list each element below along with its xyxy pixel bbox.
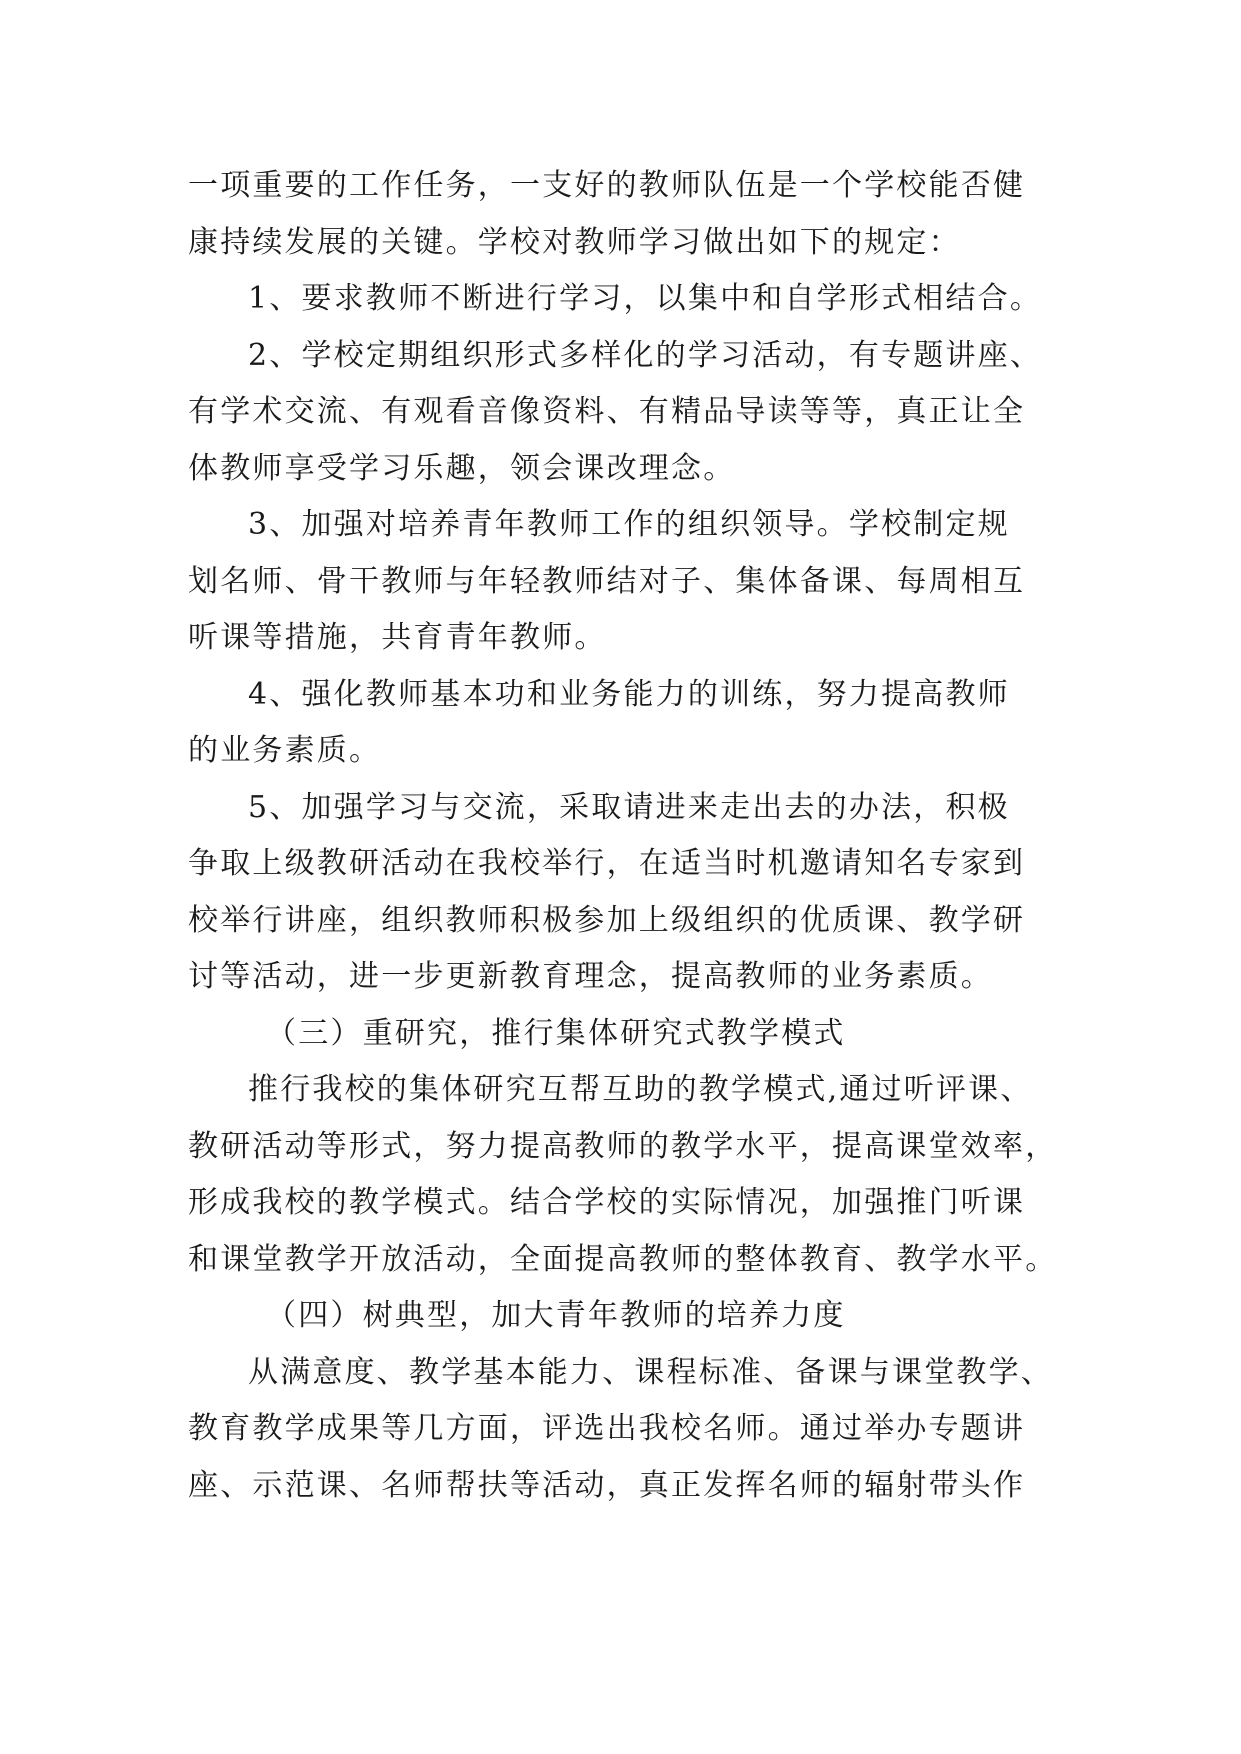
paragraph-start-line: 3、加强对培养青年教师工作的组织领导。学校制定规 <box>248 507 1010 542</box>
text-line: 有学术交流、有观看音像资料、有精品导读等等，真正让全 <box>188 394 1026 429</box>
text-line: 教育教学成果等几方面，评选出我校名师。通过举办专题讲 <box>188 1411 1026 1446</box>
paragraph-start-line: 5、加强学习与交流，采取请进来走出去的办法，积极 <box>248 789 1010 825</box>
document-body <box>188 158 1068 1514</box>
text-line: 康持续发展的关键。学校对教师学习做出如下的规定： <box>188 224 961 260</box>
paragraph-start-line: 1、要求教师不断进行学习，以集中和自学形式相结合。 <box>248 281 1043 316</box>
text-line: 教研活动等形式，努力提高教师的教学水平，提高课堂效率， <box>188 1128 1058 1164</box>
section-heading: （三）重研究，推行集体研究式教学模式 <box>266 1015 846 1051</box>
text-line: 校举行讲座，组织教师积极参加上级组织的优质课、教学研 <box>188 902 1026 938</box>
paragraph-start-line: 2、学校定期组织形式多样化的学习活动，有专题讲座、 <box>248 337 1043 373</box>
text-line: 争取上级教研活动在我校举行，在适当时机邀请知名专家到 <box>188 846 1026 881</box>
text-line: 的业务素质。 <box>188 733 382 768</box>
section-heading: （四）树典型，加大青年教师的培养力度 <box>266 1298 846 1333</box>
text-line: 划名师、骨干教师与年轻教师结对子、集体备课、每周相互 <box>188 563 1026 599</box>
paragraph-start-line: 4、强化教师基本功和业务能力的训练，努力提高教师 <box>248 676 1010 712</box>
text-line: 听课等措施，共育青年教师。 <box>188 620 607 655</box>
text-line: 座、示范课、名师帮扶等活动，真正发挥名师的辐射带头作 <box>188 1467 1026 1503</box>
paragraph-start-line: 推行我校的集体研究互帮互助的教学模式,通过听评课、 <box>248 1072 1033 1107</box>
text-line: 一项重要的工作任务，一支好的教师队伍是一个学校能否健 <box>188 168 1026 203</box>
text-line: 和课堂教学开放活动，全面提高教师的整体教育、教学水平。 <box>188 1241 1058 1277</box>
text-line: 体教师享受学习乐趣，领会课改理念。 <box>188 450 736 486</box>
paragraph-start-line: 从满意度、教学基本能力、课程标准、备课与课堂教学、 <box>248 1354 1053 1390</box>
text-line: 形成我校的教学模式。结合学校的实际情况，加强推门听课 <box>188 1185 1026 1220</box>
text-line: 讨等活动，进一步更新教育理念，提高教师的业务素质。 <box>188 959 993 994</box>
